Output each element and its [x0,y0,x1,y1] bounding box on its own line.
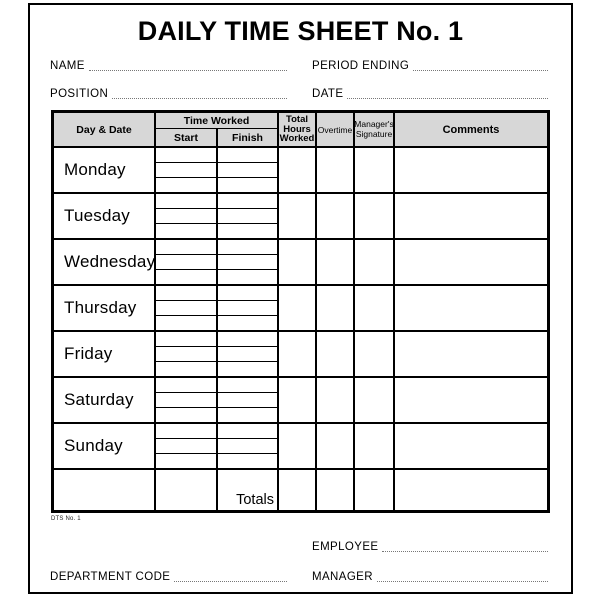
comments-cell[interactable] [395,148,547,192]
finish-time-cells [218,424,279,468]
table-row-saturday [54,378,547,424]
overtime-cell[interactable] [317,148,355,192]
start-time-cell[interactable] [156,178,216,192]
start-time-cell[interactable] [156,224,216,238]
manager-signature-cell[interactable] [355,378,395,422]
position-label: POSITION [50,88,109,100]
comments-cell[interactable] [395,240,547,284]
finish-time-cell[interactable] [218,286,277,301]
total-hours-cell[interactable] [279,378,317,422]
table-row-monday [54,148,547,194]
total-hours-cell[interactable] [279,194,317,238]
start-time-cell[interactable] [156,148,216,163]
manager-signature-cell[interactable] [355,424,395,468]
name-input-line[interactable] [89,61,287,71]
day-label-cell: Thursday [54,286,156,330]
comments-cell[interactable] [395,194,547,238]
table-row-sunday [54,424,547,470]
start-time-cell[interactable] [156,393,216,408]
name-label: NAME [50,60,85,72]
empty-start-cell [156,470,218,510]
header-finish: Finish [218,129,279,146]
period-ending-label: PERIOD ENDING [312,60,410,72]
manager-signature-cell[interactable] [355,286,395,330]
start-time-cell[interactable] [156,301,216,316]
overtime-cell[interactable] [317,286,355,330]
overtime-cell[interactable] [317,332,355,376]
finish-time-cell[interactable] [218,378,277,393]
total-hours-cell[interactable] [279,332,317,376]
table-row-totals [54,470,547,510]
start-time-cell[interactable] [156,270,216,284]
date-field [312,85,548,100]
start-time-cell[interactable] [156,362,216,376]
day-label-cell: Tuesday [54,194,156,238]
finish-time-cell[interactable] [218,148,277,163]
department-code-label: DEPARTMENT CODE [50,571,171,583]
date-input-line[interactable] [347,89,548,99]
start-time-cells [156,332,218,376]
period-ending-field [312,57,548,72]
start-time-cells [156,240,218,284]
finish-time-cell[interactable] [218,240,277,255]
total-hours-cell[interactable] [279,240,317,284]
start-time-cells [156,378,218,422]
finish-time-cell[interactable] [218,209,277,224]
total-hours-cell[interactable] [279,286,317,330]
page-title: DAILY TIME SHEET No. 1 [137,16,464,46]
finish-time-cell[interactable] [218,301,277,316]
start-time-cell[interactable] [156,286,216,301]
table-row-thursday [54,286,547,332]
start-time-cell[interactable] [156,454,216,468]
start-time-cells [156,424,218,468]
start-time-cell[interactable] [156,408,216,422]
finish-time-cell[interactable] [218,439,277,454]
start-time-cells [156,194,218,238]
date-label: DATE [312,88,344,100]
manager-signature-cell[interactable] [355,148,395,192]
manager-signature-cell[interactable] [355,194,395,238]
table-row-friday [54,332,547,378]
totals-label: Totals [218,470,279,510]
finish-time-cells [218,332,279,376]
position-field [50,85,287,100]
overtime-cell[interactable] [317,378,355,422]
total-hours-cell[interactable] [279,424,317,468]
start-time-cell[interactable] [156,316,216,330]
finish-time-cell[interactable] [218,178,277,192]
header-start: Start [156,129,218,146]
finish-time-cell[interactable] [218,393,277,408]
finish-time-cell[interactable] [218,408,277,422]
finish-time-cells [218,240,279,284]
start-time-cells [156,286,218,330]
manager-label: MANAGER [312,571,373,583]
employee-input-line[interactable] [382,542,548,552]
finish-time-cell[interactable] [218,454,277,468]
finish-time-cell[interactable] [218,332,277,347]
day-label-cell: Saturday [54,378,156,422]
header-day-date: Day & Date [54,113,156,146]
finish-time-cell[interactable] [218,224,277,238]
totals-overtime-cell[interactable] [317,470,355,510]
table-row-wednesday [54,240,547,286]
start-time-cell[interactable] [156,424,216,439]
table-header-row [54,113,547,148]
form-code: DTS No. 1 [51,516,81,522]
finish-time-cells [218,378,279,422]
finish-time-cell[interactable] [218,270,277,284]
department-code-input-line[interactable] [174,572,287,582]
period-ending-input-line[interactable] [413,61,548,71]
start-time-cell[interactable] [156,255,216,270]
totals-comments-cell[interactable] [395,470,547,510]
start-time-cell[interactable] [156,378,216,393]
department-code-field [50,568,287,583]
finish-time-cell[interactable] [218,163,277,178]
header-time-worked: Time Worked [156,113,279,129]
finish-time-cell[interactable] [218,316,277,330]
day-label-cell: Friday [54,332,156,376]
overtime-cell[interactable] [317,194,355,238]
comments-cell[interactable] [395,286,547,330]
totals-total-hours-cell[interactable] [279,470,317,510]
comments-cell[interactable] [395,424,547,468]
finish-time-cell[interactable] [218,194,277,209]
name-field [50,57,287,72]
header-total-hours-worked: Total Hours Worked [279,113,317,146]
header-managers-signature: Manager's Signature [355,113,395,146]
header-comments: Comments [442,123,500,136]
employee-label: EMPLOYEE [312,541,379,553]
manager-input-line[interactable] [377,572,548,582]
start-time-cell[interactable] [156,347,216,362]
finish-time-cell[interactable] [218,424,277,439]
manager-signature-cell[interactable] [355,240,395,284]
header-overtime: Overtime [317,113,355,146]
totals-manager-signature-cell[interactable] [355,470,395,510]
manager-field [312,568,548,583]
manager-signature-cell[interactable] [355,332,395,376]
start-time-cell[interactable] [156,240,216,255]
overtime-cell[interactable] [317,424,355,468]
table-row-tuesday [54,194,547,240]
finish-time-cells [218,194,279,238]
start-time-cell[interactable] [156,332,216,347]
day-label-cell: Wednesday [54,240,156,284]
finish-time-cell[interactable] [218,362,277,376]
overtime-cell[interactable] [317,240,355,284]
comments-cell[interactable] [395,378,547,422]
finish-time-cell[interactable] [218,347,277,362]
finish-time-cells [218,286,279,330]
start-time-cells [156,148,218,192]
start-time-cell[interactable] [156,439,216,454]
empty-day-cell [54,470,156,510]
finish-time-cell[interactable] [218,255,277,270]
start-time-cell[interactable] [156,163,216,178]
day-label-cell: Sunday [54,424,156,468]
employee-field [312,538,548,553]
start-time-cell[interactable] [156,209,216,224]
total-hours-cell[interactable] [279,148,317,192]
time-sheet-table [51,110,550,513]
finish-time-cells [218,148,279,192]
start-time-cell[interactable] [156,194,216,209]
comments-cell[interactable] [395,332,547,376]
position-input-line[interactable] [112,89,287,99]
day-label-cell: Monday [54,148,156,192]
